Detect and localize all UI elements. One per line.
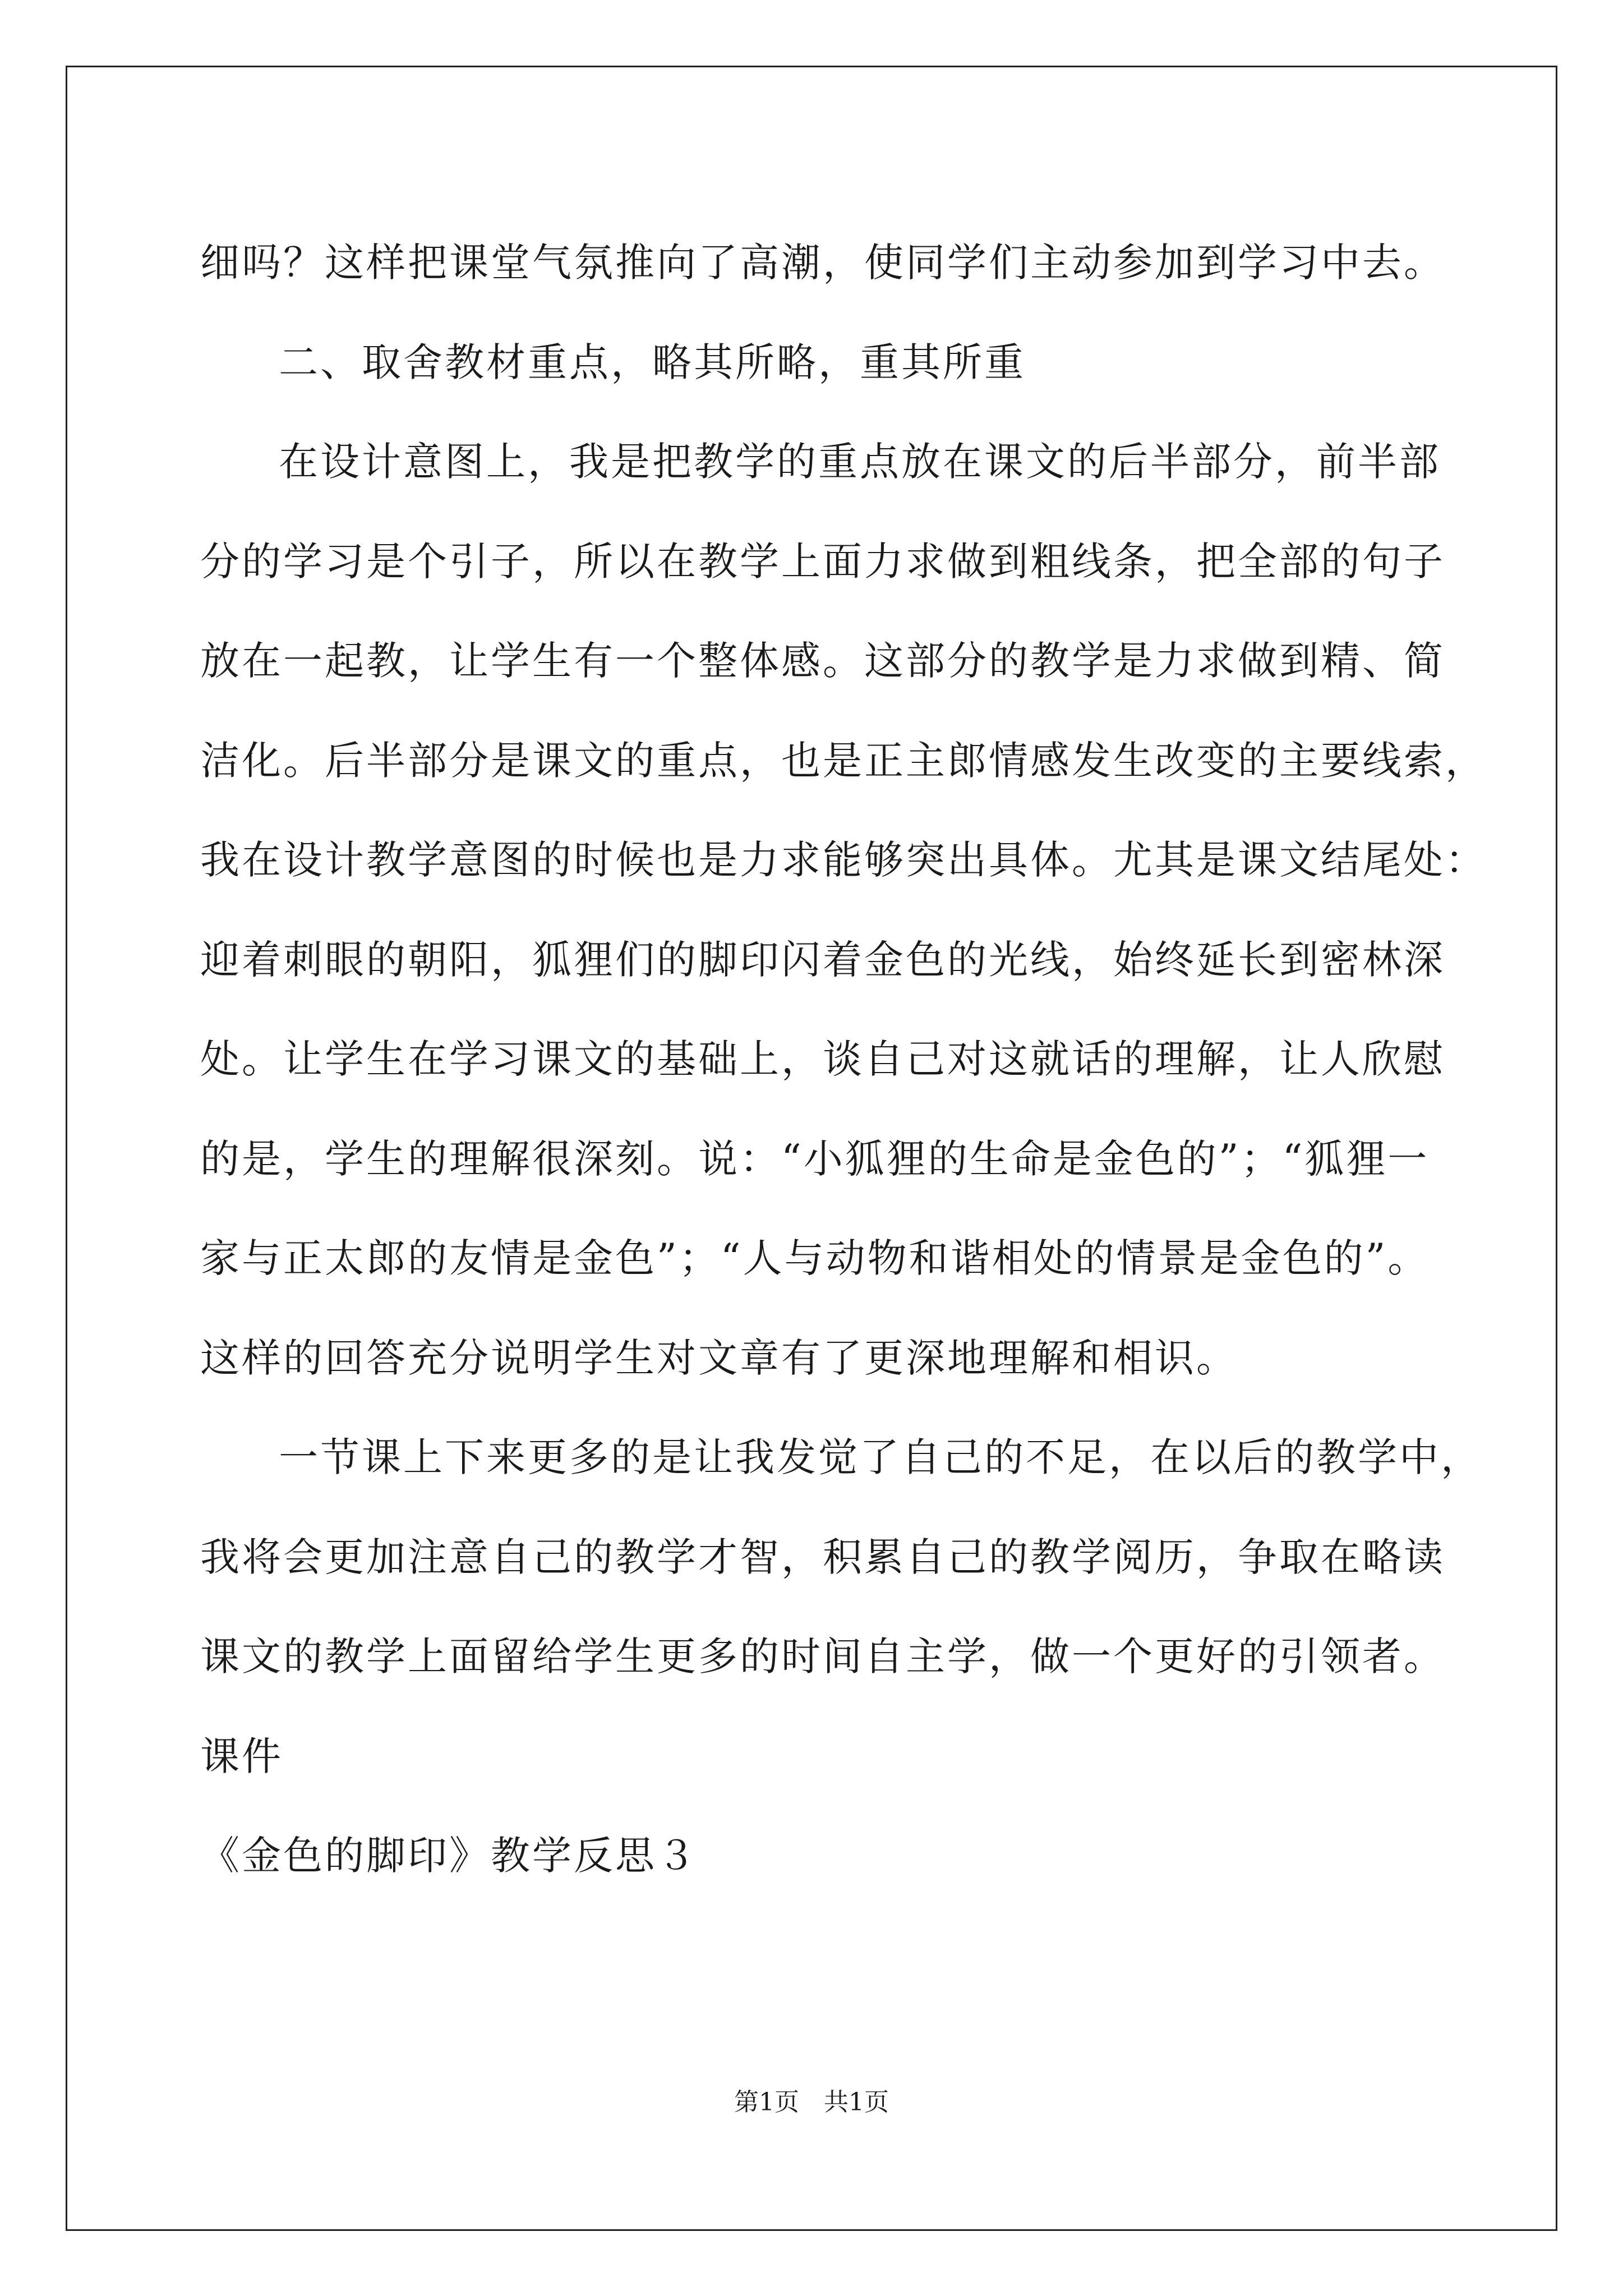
text-line: 课件: [200, 1733, 283, 1779]
text-line: 这样的回答充分说明学生对文章有了更深地理解和相识。: [200, 1335, 1238, 1381]
page-number-footer: 第1页 共1页: [734, 2088, 889, 2116]
text-line: 我将会更加注意自己的教学才智，积累自己的教学阅历，争取在略读: [200, 1534, 1445, 1580]
text-line: 家与正太郎的友情是金色”；“人与动物和谐相处的情景是金色的”。: [200, 1235, 1430, 1281]
text-line: 处。让学生在学习课文的基础上，谈自己对这就话的理解，让人欣慰: [200, 1036, 1445, 1082]
text-line: 洁化。后半部分是课文的重点，也是正主郎情感发生改变的主要线索，: [200, 737, 1487, 784]
text-line: 放在一起教，让学生有一个整体感。这部分的教学是力求做到精、简: [200, 638, 1445, 684]
document-body: [200, 213, 1487, 1906]
text-line: 的是，学生的理解很深刻。说：“小狐狸的生命是金色的”；“狐狸一: [200, 1135, 1430, 1182]
text-line: 分的学习是个引子，所以在教学上面力求做到粗线条，把全部的句子: [200, 538, 1445, 585]
text-line: 课文的教学上面留给学生更多的时间自主学，做一个更好的引领者。: [200, 1634, 1445, 1680]
text-line: 迎着刺眼的朝阳，狐狸们的脚印闪着金色的光线，始终延长到密林深: [200, 936, 1445, 983]
text-line: 一节课上下来更多的是让我发觉了自己的不足，在以后的教学中，: [279, 1434, 1482, 1480]
section-heading: 二、取舍教材重点，略其所略，重其所重: [279, 339, 1026, 385]
document-title-line: 《金色的脚印》教学反思３: [200, 1833, 698, 1879]
text-line: 我在设计教学意图的时候也是力求能够突出具体。尤其是课文结尾处：: [200, 837, 1487, 883]
text-line: 在设计意图上，我是把教学的重点放在课文的后半部分，前半部: [279, 439, 1441, 485]
text-line: 细吗？这样把课堂气氛推向了高潮，使同学们主动参加到学习中去。: [200, 240, 1445, 286]
